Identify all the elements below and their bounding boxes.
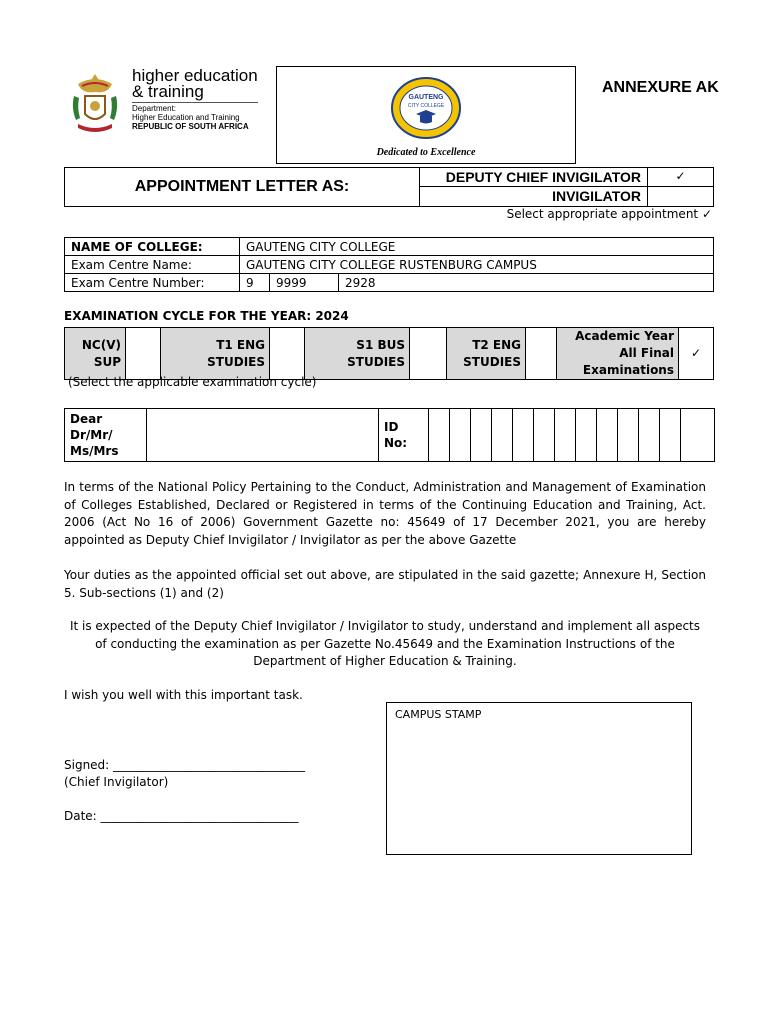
exam-centre-name-value[interactable]: GAUTENG CITY COLLEGE RUSTENBURG CAMPUS [240, 256, 714, 274]
id-label-line: ID [384, 420, 399, 434]
date-line[interactable]: Date: _________________________________ [64, 809, 299, 823]
cycle-option-line: SUP [93, 354, 121, 369]
id-digit-cell[interactable] [576, 409, 597, 462]
salutation-line: Ms/Mrs [70, 444, 119, 458]
cycle-option-line: T2 ENG [472, 337, 521, 352]
exam-centre-number-part[interactable]: 9 [240, 274, 270, 292]
addressee-table [64, 408, 715, 462]
salutation-line: Dear [70, 412, 103, 426]
exam-cycle-note: (Select the applicable examination cycle) [68, 375, 317, 389]
annexure-label: ANNEXURE AK [602, 79, 719, 96]
cycle-checkbox-s1[interactable] [410, 328, 447, 380]
exam-centre-number-label: Exam Centre Number: [65, 274, 240, 292]
id-digit-cell[interactable] [660, 409, 681, 462]
exam-centre-number-part[interactable]: 2928 [339, 274, 714, 292]
exam-centre-number-part[interactable]: 9999 [270, 274, 339, 292]
table-row [65, 274, 714, 292]
cycle-option-line: Academic Year [575, 329, 674, 343]
college-table [64, 237, 714, 292]
college-name-value[interactable]: GAUTENG CITY COLLEGE [240, 238, 714, 256]
cycle-option-line: STUDIES [463, 354, 521, 369]
id-digit-cell[interactable] [429, 409, 450, 462]
appointment-checkbox[interactable]: ✓ [675, 169, 686, 183]
appointment-row-deputy[interactable] [420, 168, 713, 187]
id-digit-cell[interactable] [513, 409, 534, 462]
college-logo-bottom-text: CITY COLLEGE [407, 103, 445, 109]
appointment-label: APPOINTMENT LETTER AS: [65, 168, 420, 206]
appointment-role: INVIGILATOR [420, 187, 648, 206]
appointment-select-note: Select appropriate appointment ✓ [506, 207, 712, 221]
addressee-salutation [65, 409, 147, 462]
table-row [65, 328, 714, 380]
id-digit-cell[interactable] [534, 409, 555, 462]
cycle-option-line: S1 BUS [356, 337, 405, 352]
college-logo-icon [390, 76, 462, 140]
dhet-divider [132, 102, 258, 103]
id-digit-cell[interactable] [618, 409, 639, 462]
dhet-dept-name: Higher Education and Training [132, 113, 240, 122]
exam-cycle-heading: EXAMINATION CYCLE FOR THE YEAR: 2024 [64, 309, 349, 323]
expectation-paragraph: It is expected of the Deputy Chief Invigilator / Invigilator to study, understand and implement all aspects of conducting the examination as per Gazette No.45649 and the Examination Instructions of the Department of Higher Education & Training. [69, 619, 701, 668]
dhet-title-line2: & training [132, 82, 204, 101]
cycle-checkbox-t2[interactable] [526, 328, 557, 380]
appointment-box [64, 167, 714, 207]
id-digit-cell[interactable] [492, 409, 513, 462]
appointment-checkbox[interactable] [648, 187, 713, 206]
table-row [65, 256, 714, 274]
appointment-role: DEPUTY CHIEF INVIGILATOR [420, 168, 648, 187]
table-row [65, 409, 715, 462]
id-digit-cell[interactable] [639, 409, 660, 462]
id-digit-cell[interactable] [450, 409, 471, 462]
campus-stamp-label: CAMPUS STAMP [395, 708, 482, 721]
cycle-option-academic-year [557, 328, 679, 380]
id-digit-cell[interactable] [471, 409, 492, 462]
id-digit-cell[interactable] [555, 409, 576, 462]
cycle-option-s1 [305, 328, 410, 380]
signed-line[interactable]: Signed: ________________________________ [64, 758, 306, 772]
dhet-title-line1: higher education [132, 66, 258, 85]
cycle-option-ncv [65, 328, 126, 380]
dhet-dept-label: Department: [132, 104, 177, 113]
salutation-line: Dr/Mr/ [70, 428, 113, 442]
college-logo-box [276, 66, 576, 164]
cycle-option-t1 [161, 328, 270, 380]
coat-of-arms-icon [68, 70, 122, 136]
id-label-line: No: [384, 436, 408, 450]
college-name-label: NAME OF COLLEGE: [65, 238, 240, 256]
cycle-option-line: STUDIES [207, 354, 265, 369]
appointment-paragraph: In terms of the National Policy Pertaining to the Conduct, Administration and Management of Examination of Colleges Established, Declared or Registered in terms of the Continuing Education and Training, Act. 2006 (Act No 16 of 2006) Government Gazette no: 45649 of 17 December 2021, you are hereby appointed as Deputy Chief Invigilator / Invigilator as per the above Gazette [64, 480, 706, 547]
campus-stamp-box [386, 702, 692, 855]
cycle-option-line: STUDIES [347, 354, 405, 369]
cycle-checkbox-ncv[interactable] [126, 328, 161, 380]
appointment-row-invigilator[interactable] [420, 187, 713, 206]
cycle-option-line: NC(V) [81, 337, 121, 352]
dhet-country: REPUBLIC OF SOUTH AFRICA [132, 122, 249, 131]
cycle-checkbox-academic-year[interactable]: ✓ [679, 328, 714, 380]
id-digit-cell[interactable] [681, 409, 715, 462]
cycle-option-t2 [447, 328, 526, 380]
exam-centre-name-label: Exam Centre Name: [65, 256, 240, 274]
cycle-option-line: T1 ENG [216, 337, 265, 352]
id-number-label [379, 409, 429, 462]
duties-paragraph: Your duties as the appointed official set out above, are stipulated in the said gazette; Annexure H, Section 5. Sub-sections (1) and (2) [64, 568, 706, 600]
id-digit-cell[interactable] [597, 409, 618, 462]
table-row [65, 238, 714, 256]
chief-invigilator-label: (Chief Invigilator) [64, 775, 169, 789]
exam-cycle-table [64, 327, 714, 380]
cycle-checkbox-t1[interactable] [270, 328, 305, 380]
cycle-option-line: All Final Examinations [582, 346, 674, 377]
college-motto: Dedicated to Excellence [376, 147, 476, 158]
college-logo-top-text: GAUTENG [408, 94, 444, 101]
addressee-name-field[interactable] [147, 409, 379, 462]
closing-line: I wish you well with this important task. [64, 688, 303, 702]
